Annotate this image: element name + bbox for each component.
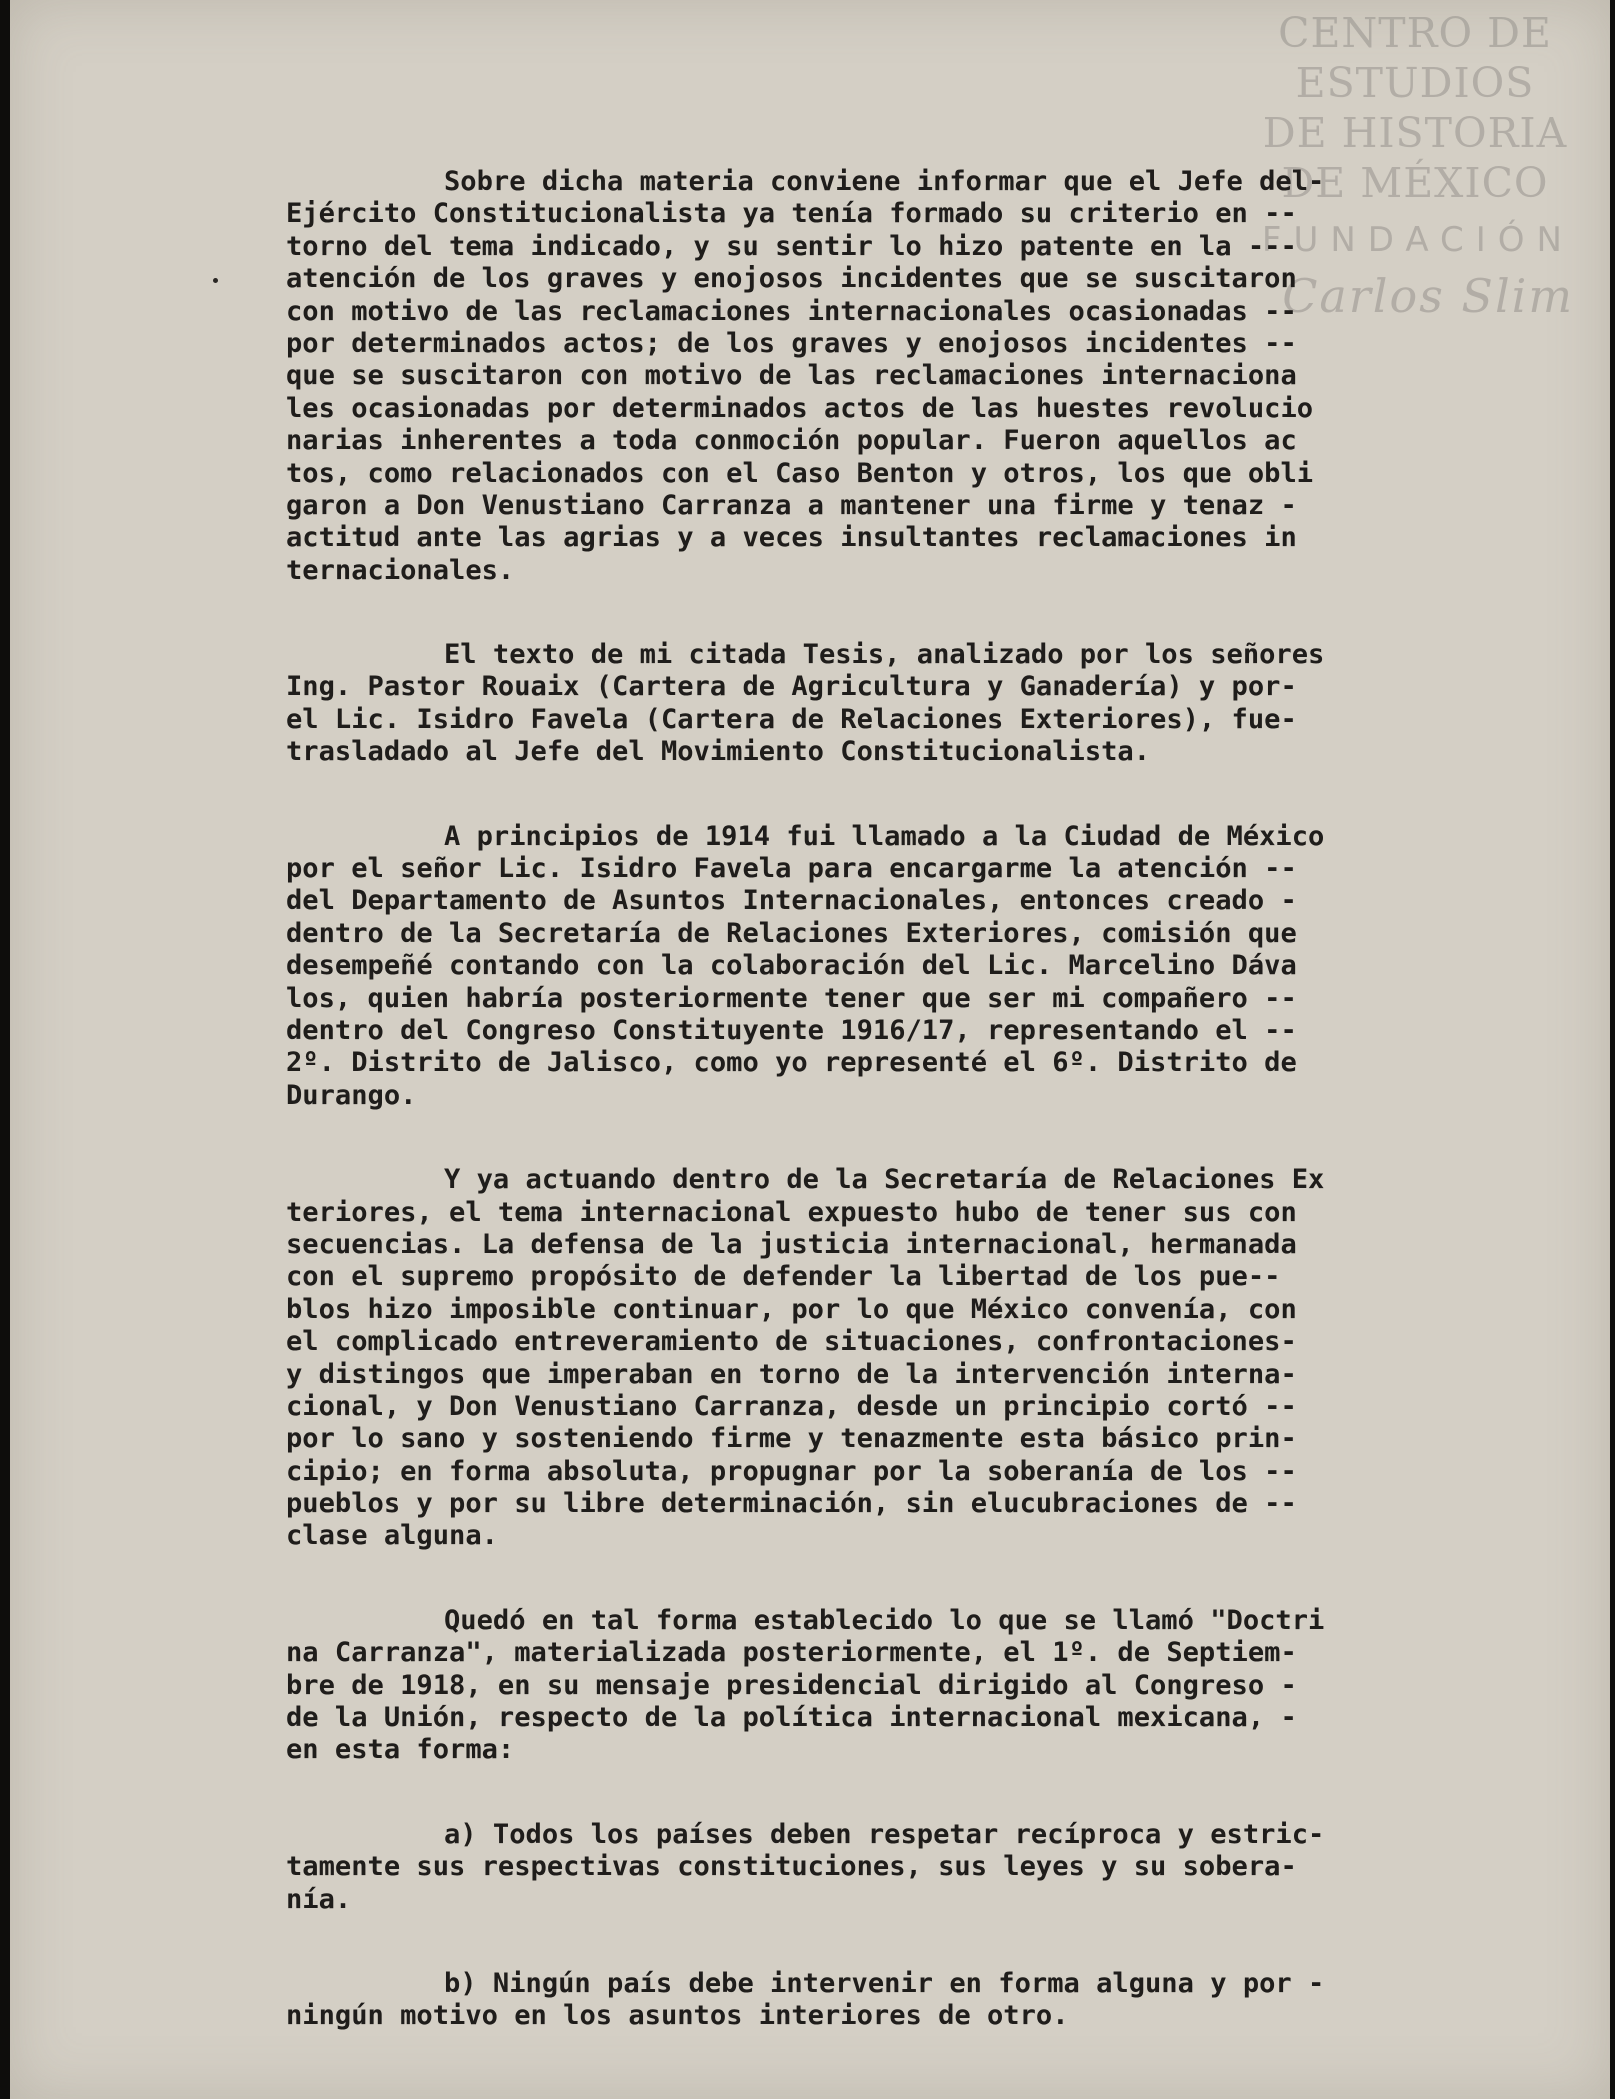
text-line: blos hizo imposible continuar, por lo que México convenía, con xyxy=(286,1293,1297,1325)
text-line: del Departamento de Asuntos Internacionales, entonces creado - xyxy=(286,885,1297,917)
paragraph xyxy=(286,1968,1506,2033)
text-line: Ejército Constitucionalista ya tenía formado su criterio en -- xyxy=(286,198,1297,230)
text-line: y distingos que imperaban en torno de la intervención interna- xyxy=(286,1358,1297,1390)
text-line: teriores, el tema internacional expuesto hubo de tener sus con xyxy=(286,1196,1297,1228)
paragraph xyxy=(286,1819,1506,1916)
text-line: el complicado entreveramiento de situaciones, confrontaciones- xyxy=(286,1326,1297,1358)
watermark-line: CENTRO DE xyxy=(1278,9,1552,57)
text-line: na Carranza", materializada posteriormente, el 1º. de Septiem- xyxy=(286,1637,1297,1669)
text-line: Sobre dicha materia conviene informar que el Jefe del- xyxy=(444,166,1325,197)
watermark-signature: Carlos Slim xyxy=(1282,268,1574,323)
text-line: cipio; en forma absoluta, propugnar por la soberanía de los -- xyxy=(286,1455,1297,1487)
text-line: garon a Don Venustiano Carranza a mantener una firme y tenaz - xyxy=(286,489,1297,521)
paragraph xyxy=(286,639,1506,769)
text-line: Y ya actuando dentro de la Secretaría de Relaciones Ex xyxy=(444,1164,1325,1196)
text-line: bre de 1918, en su mensaje presidencial dirigido al Congreso - xyxy=(286,1669,1297,1701)
paragraph xyxy=(286,166,1506,587)
text-line: A principios de 1914 fui llamado a la Ciudad de México xyxy=(444,820,1325,852)
text-line: los, quien habría posteriormente tener que ser mi compañero -- xyxy=(286,982,1297,1014)
text-line: de la Unión, respecto de la política internacional mexicana, - xyxy=(286,1702,1297,1734)
paragraph xyxy=(286,1164,1506,1553)
text-line: actitud ante las agrias y a veces insultantes reclamaciones in xyxy=(286,522,1297,554)
text-line: en esta forma: xyxy=(286,1734,515,1766)
text-line: pueblos y por su libre determinación, sin elucubraciones de -- xyxy=(286,1488,1297,1520)
watermark-line: DE MÉXICO xyxy=(1281,159,1549,208)
text-line: 2º. Distrito de Jalisco, como yo representé el 6º. Distrito de xyxy=(286,1047,1297,1079)
text-line: a) Todos los países deben respetar recíproca y estric- xyxy=(444,1818,1325,1850)
text-line: dentro de la Secretaría de Relaciones Exteriores, comisión que xyxy=(286,917,1297,949)
text-line: Quedó en tal forma establecido lo que se llamó "Doctri xyxy=(444,1604,1325,1636)
text-line: por determinados actos; de los graves y enojosos incidentes -- xyxy=(286,327,1297,359)
text-line: nía. xyxy=(286,1883,352,1915)
text-line: clase alguna. xyxy=(286,1520,498,1552)
text-line: Durango. xyxy=(286,1079,417,1111)
text-line: por el señor Lic. Isidro Favela para encargarme la atención -- xyxy=(286,853,1297,885)
text-line: cional, y Don Venustiano Carranza, desde un principio cortó -- xyxy=(286,1390,1297,1422)
text-line: secuencias. La defensa de la justicia internacional, hermanada xyxy=(286,1228,1297,1260)
text-line: atención de los graves y enojosos incidentes que se suscitaron xyxy=(286,263,1297,295)
text-line: b) Ningún país debe intervenir en forma alguna y por - xyxy=(444,1967,1325,1999)
text-line: con motivo de las reclamaciones internacionales ocasionadas -- xyxy=(286,295,1297,327)
margin-dot xyxy=(213,278,218,283)
text-line: tamente sus respectivas constituciones, sus leyes y su sobera- xyxy=(286,1851,1297,1883)
text-line: les ocasionadas por determinados actos de las huestes revolucio xyxy=(286,392,1314,424)
paragraph xyxy=(286,1605,1506,1767)
text-line: dentro del Congreso Constituyente 1916/17, representando el -- xyxy=(286,1014,1297,1046)
text-line: El texto de mi citada Tesis, analizado por los señores xyxy=(444,639,1325,671)
text-line: el Lic. Isidro Favela (Cartera de Relaciones Exteriores), fue- xyxy=(286,703,1297,735)
typewritten-body xyxy=(286,166,1506,2085)
text-line: ningún motivo en los asuntos interiores de otro. xyxy=(286,2000,1069,2032)
text-line: narias inherentes a toda conmoción popular. Fueron aquellos ac xyxy=(286,425,1297,457)
text-line: que se suscitaron con motivo de las reclamaciones internaciona xyxy=(286,360,1297,392)
text-line: ternacionales. xyxy=(286,554,515,586)
text-line: por lo sano y sosteniendo firme y tenazmente esta básico prin- xyxy=(286,1423,1297,1455)
text-line: con el supremo propósito de defender la libertad de los pue-- xyxy=(286,1261,1281,1293)
text-line: desempeñé contando con la colaboración del Lic. Marcelino Dáva xyxy=(286,950,1297,982)
paragraph xyxy=(286,821,1506,1113)
paper-sheet xyxy=(10,0,1610,2099)
watermark-line: ESTUDIOS xyxy=(1295,59,1535,108)
text-line: tos, como relacionados con el Caso Benton y otros, los que obli xyxy=(286,457,1314,489)
text-line: torno del tema indicado, y su sentir lo hizo patente en la --- xyxy=(286,230,1297,262)
text-line: trasladado al Jefe del Movimiento Constitucionalista. xyxy=(286,736,1151,768)
watermark-line: DE HISTORIA xyxy=(1262,109,1568,158)
watermark-fundacion: FUNDACIÓN xyxy=(1261,220,1574,261)
text-line: Ing. Pastor Rouaix (Cartera de Agricultura y Ganadería) y por- xyxy=(286,671,1297,703)
